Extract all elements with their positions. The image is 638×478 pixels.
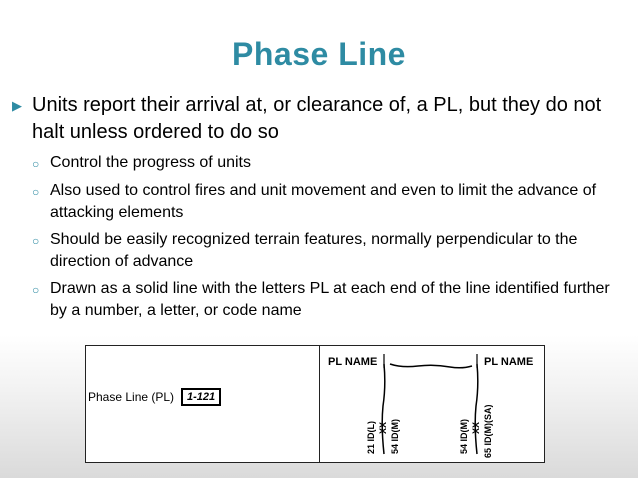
sub-bullet [32, 229, 630, 273]
circle-bullet-icon: ○ [32, 234, 40, 248]
unit-label: 21 ID(L) [366, 420, 376, 454]
main-bullet-text: Units report their arrival at, or clearance of, a PL, but they do not halt unless ordered to do so [32, 94, 602, 143]
unit-label: 54 ID(M) [390, 418, 400, 454]
circle-bullet-icon: ○ [32, 157, 40, 171]
unit-boundary-label: XX [378, 421, 388, 434]
unit-label: 54 ID(M) [459, 418, 469, 454]
bullet-list [10, 92, 630, 327]
pl-name-right: PL NAME [484, 356, 534, 368]
phase-line-figure [85, 345, 545, 463]
slide-title: Phase Line [232, 36, 406, 72]
phase-line-label: Phase Line (PL) [88, 390, 175, 404]
sub-bullet-text: Drawn as a solid line with the letters PL at each end of the line identified further by a number, a letter, or code name [50, 280, 610, 319]
triangle-bullet-icon: ▶ [12, 98, 22, 113]
sub-bullet [32, 152, 630, 175]
figure-left-panel [86, 346, 320, 462]
phase-line-box-label: 1-121 [181, 388, 221, 406]
circle-bullet-icon: ○ [32, 283, 40, 297]
sub-bullet-text: Also used to control fires and unit movement and even to limit the advance of attacking elements [50, 182, 597, 221]
sub-bullet-text: Control the progress of units [50, 154, 251, 171]
main-bullet [10, 92, 630, 146]
sub-bullet-list [32, 152, 630, 322]
pl-name-left: PL NAME [328, 356, 378, 368]
circle-bullet-icon: ○ [32, 185, 40, 199]
unit-boundary-label: XX [471, 421, 481, 434]
sub-bullet [32, 180, 630, 224]
sub-bullet [32, 278, 630, 322]
unit-label: 65 ID(M)(SA) [483, 404, 493, 458]
sub-bullet-text: Should be easily recognized terrain features, normally perpendicular to the direction of advance [50, 231, 578, 270]
figure-right-panel [322, 346, 544, 462]
